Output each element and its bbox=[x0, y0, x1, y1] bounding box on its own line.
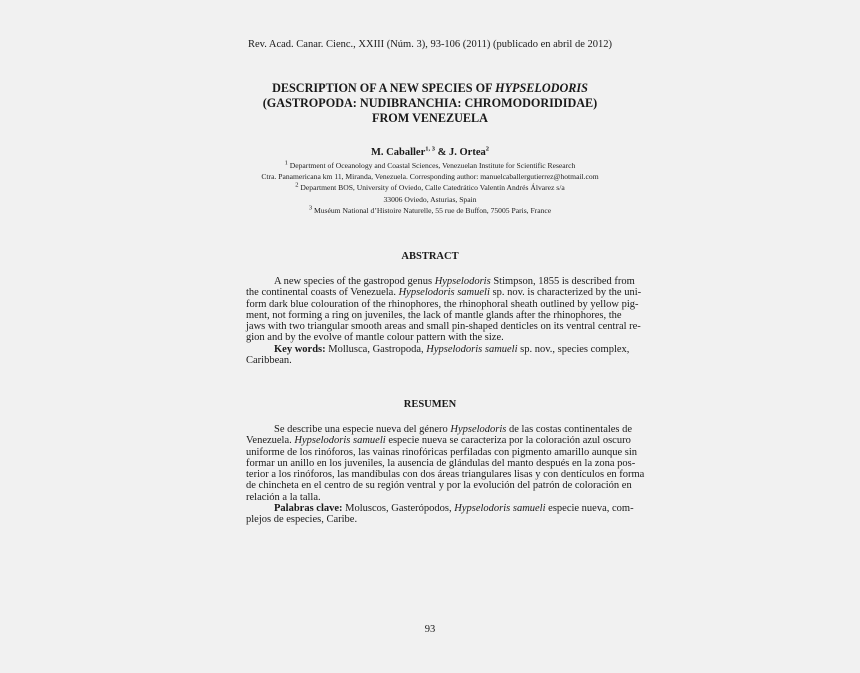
text-line: the continental coasts of Venezuela. Hypselodoris samueli sp. nov. is characterized by the uni- bbox=[246, 287, 642, 299]
author-1: M. Caballer bbox=[371, 147, 426, 158]
affiliation-line: $^2$ Department BOS, University of Oviedo, Calle Catedrático Valentín Andrés Álvarez s/a bbox=[295, 181, 565, 193]
text-line: relación a la talla. bbox=[246, 491, 321, 503]
abstract-body bbox=[246, 276, 642, 367]
paper-title bbox=[0, 81, 860, 126]
text-line: Venezuela. Hypselodoris samueli especie nueva se caracteriza por la coloración azul oscuro bbox=[246, 435, 631, 447]
text-line: formar un anillo en los juveniles, la ausencia de glándulas del manto después en la zona pos- bbox=[246, 457, 636, 469]
title-line-2: (GASTROPODA: NUDIBRANCHIA: CHROMODORIDIDAE) bbox=[262, 96, 598, 110]
text-line: A new species of the gastropod genus Hypselodoris Stimpson, 1855 is described from bbox=[274, 276, 635, 287]
affiliations bbox=[0, 160, 860, 216]
text-line: jaws with two triangular smooth areas and small pin-shaped denticles on its ventral central re- bbox=[246, 321, 641, 333]
keywords-label: Key words: bbox=[274, 343, 326, 355]
resumen-heading: RESUMEN bbox=[403, 399, 457, 410]
keywords-line: Key words: Mollusca, Gastropoda, Hypselodoris samueli sp. nov., species complex, bbox=[274, 343, 630, 355]
page-number: 93 bbox=[424, 624, 436, 635]
text-line: ment, not forming a ring on juveniles, the lack of mantle glands after the rhinophores, the bbox=[246, 309, 622, 321]
text-line: terior a los rinóforos, las mandíbulas con dos áreas triangulares lisas y con dentículos en forma bbox=[246, 469, 645, 481]
affiliation-line: 33006 Oviedo, Asturias, Spain bbox=[383, 194, 477, 204]
text-line: form dark blue colouration of the rhinophores, the rhinophoral sheath outlined by yellow pig- bbox=[246, 298, 639, 310]
keywords-line: Caribbean. bbox=[246, 355, 292, 367]
author-2: J. Ortea bbox=[449, 147, 486, 158]
keywords-line: Palabras clave: Moluscos, Gasterópodos, Hypselodoris samueli especie nueva, com- bbox=[274, 503, 634, 515]
journal-citation: Rev. Acad. Canar. Cienc., XXIII (Núm. 3), 93-106 (2011) (publicado en abril de 2012) bbox=[248, 39, 612, 50]
title-line-3: FROM VENEZUELA bbox=[372, 111, 488, 125]
title-line-1: DESCRIPTION OF A NEW SPECIES OF HYPSELODORIS bbox=[272, 81, 588, 95]
affiliation-line: $^3$ Muséum National d’Histoire Naturelle, 55 rue de Buffon, 75005 Paris, France bbox=[308, 204, 552, 215]
resumen-body bbox=[246, 424, 645, 526]
text-line: Se describe una especie nueva del género Hypselodoris de las costas continentales de bbox=[274, 424, 633, 435]
text-line: uniforme de los rinóforos, las vainas rinofóricas perfiladas con pigmento amarillo aunque sin bbox=[246, 446, 638, 458]
affiliation-line: $^1$ Department of Oceanology and Coastal Sciences, Venezuelan Institute for Scientific Research bbox=[284, 159, 576, 170]
text-line: de chincheta en el centro de su región ventral y por la evolución del patrón de coloración en bbox=[246, 480, 632, 492]
title-genus: HYPSELODORIS bbox=[495, 81, 588, 95]
affiliation-line: Ctra. Panamericana km 11, Miranda, Venezuela. Corresponding author: manuelcaballergutierrez@hotmail.com bbox=[261, 172, 599, 182]
keywords-label: Palabras clave: bbox=[274, 503, 343, 515]
authors: M. Caballer$^{1, 3}$ & J. Ortea$^2$ bbox=[371, 145, 489, 158]
abstract-heading: ABSTRACT bbox=[401, 251, 459, 262]
text-line: gion and by the evolve of mantle colour pattern with the size. bbox=[246, 332, 504, 344]
keywords-line: plejos de especies, Caribe. bbox=[246, 514, 358, 526]
